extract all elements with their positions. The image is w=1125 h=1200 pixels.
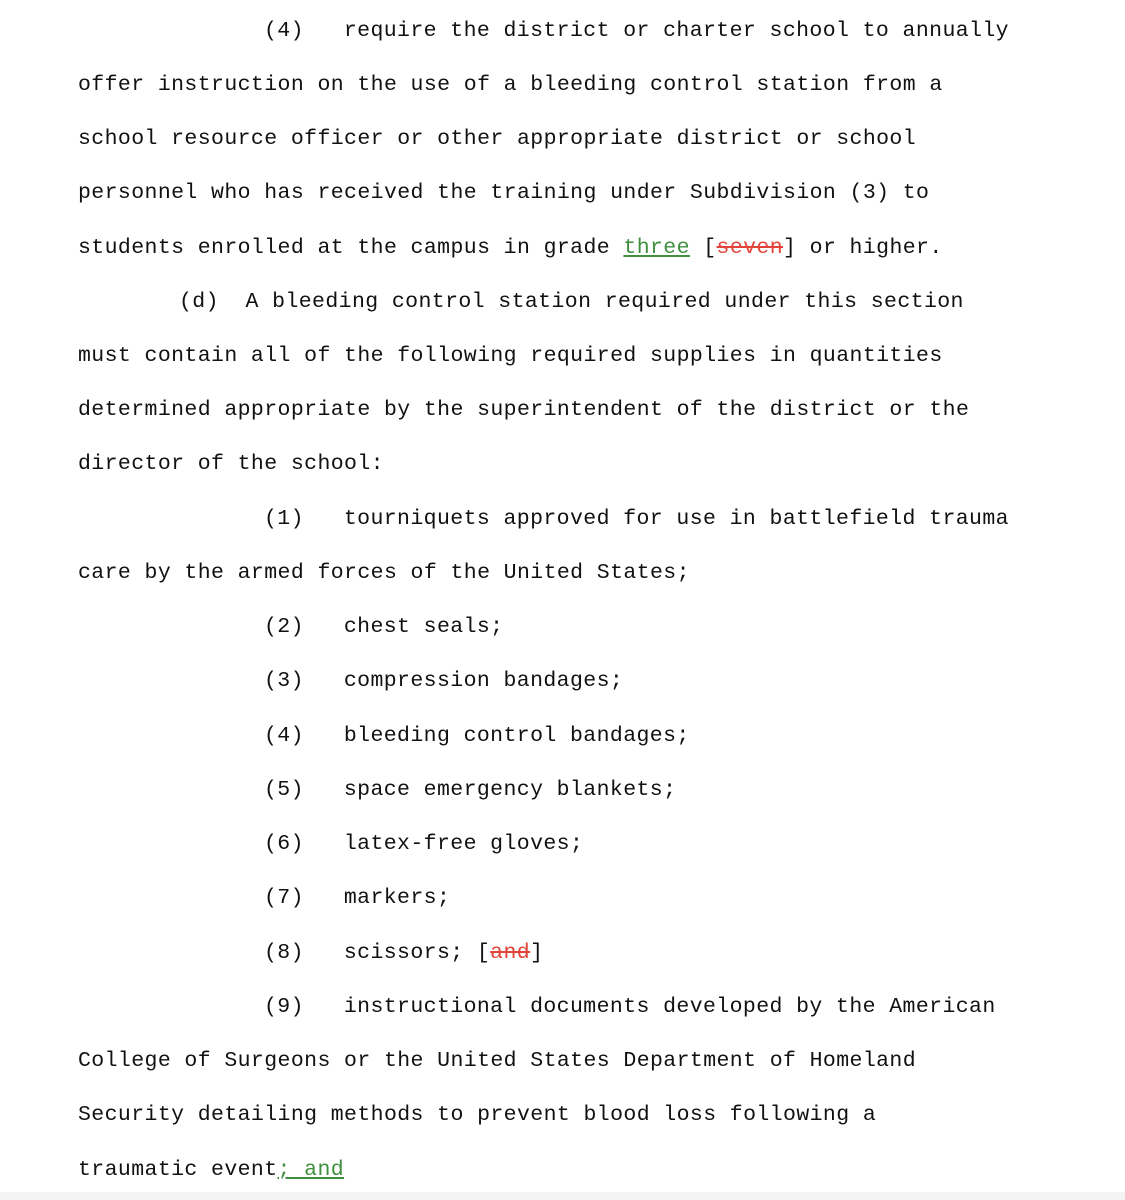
supply-item-7-number: (7) [264, 886, 304, 910]
supply-item-9-number: (9) [264, 995, 304, 1019]
item4-line5 [78, 235, 943, 261]
supply-item-2-text: chest seals; [343, 615, 504, 639]
item4-text: require the district or charter school to annually [343, 19, 1009, 43]
section-d-line4: director of the school: [78, 452, 384, 476]
supply-item-6 [264, 831, 583, 857]
supply-item-8 [264, 940, 543, 966]
item4-line5-post: ] or higher. [783, 236, 943, 260]
supply-item-5-number: (5) [264, 778, 304, 802]
supply-item-6-number: (6) [264, 832, 304, 856]
item4-line5-pre: students enrolled at the campus in grade [78, 236, 624, 260]
supply-item-9-line1 [264, 994, 996, 1020]
supply-item-7 [264, 885, 450, 911]
supply-item-4-number: (4) [264, 724, 304, 748]
inserted-text-and: ; and [277, 1158, 345, 1182]
deleted-text-seven: seven [716, 236, 784, 260]
deleted-text-and: and [490, 941, 531, 965]
supply-item-2-number: (2) [264, 615, 304, 639]
item4-line1 [264, 18, 1009, 44]
section-d-label: (d) [179, 290, 219, 314]
supply-item-4-text: bleeding control bandages; [343, 724, 690, 748]
supply-item-1-number: (1) [264, 507, 304, 531]
item4-line2: offer instruction on the use of a bleeding control station from a [78, 73, 943, 97]
supply-item-5 [264, 777, 676, 803]
supply-item-6-text: latex-free gloves; [343, 832, 584, 856]
supply-item-4 [264, 723, 690, 749]
supply-item-1-line2: care by the armed forces of the United States; [78, 561, 690, 585]
supply-item-3-number: (3) [264, 669, 304, 693]
item4-number: (4) [264, 19, 304, 43]
section-d-text: A bleeding control station required under this section [245, 290, 964, 314]
item4-line4: personnel who has received the training under Subdivision (3) to [78, 181, 930, 205]
supply-item-7-text: markers; [343, 886, 451, 910]
supply-item-2 [264, 614, 503, 640]
supply-item-9-line3: Security detailing methods to prevent blood loss following a [78, 1103, 877, 1127]
supply-item-3 [264, 668, 623, 694]
bracket-close: ] [530, 941, 544, 965]
item4-line3: school resource officer or other appropriate district or school [78, 127, 917, 151]
supply-item-1-text: tourniquets approved for use in battlefield trauma [343, 507, 1009, 531]
supply-item-9-line4-pre: traumatic event [78, 1158, 278, 1182]
supply-item-9-text: instructional documents developed by the American [343, 995, 996, 1019]
supply-item-9-line2: College of Surgeons or the United States Department of Homeland [78, 1049, 917, 1073]
page-bottom-edge [0, 1192, 1125, 1200]
section-d-line2: must contain all of the following required supplies in quantities [78, 344, 943, 368]
bracket-open: [ [689, 236, 717, 260]
supply-item-3-text: compression bandages; [343, 669, 624, 693]
section-d-line3: determined appropriate by the superintendent of the district or the [78, 398, 970, 422]
supply-item-1-line1 [264, 506, 1009, 532]
section-d-line1 [179, 289, 964, 315]
supply-item-5-text: space emergency blankets; [343, 778, 677, 802]
supply-item-9-line4 [78, 1157, 344, 1183]
supply-item-8-number: (8) [264, 941, 304, 965]
inserted-text-three: three [623, 236, 690, 260]
supply-item-8-text: scissors; [ [343, 941, 491, 965]
